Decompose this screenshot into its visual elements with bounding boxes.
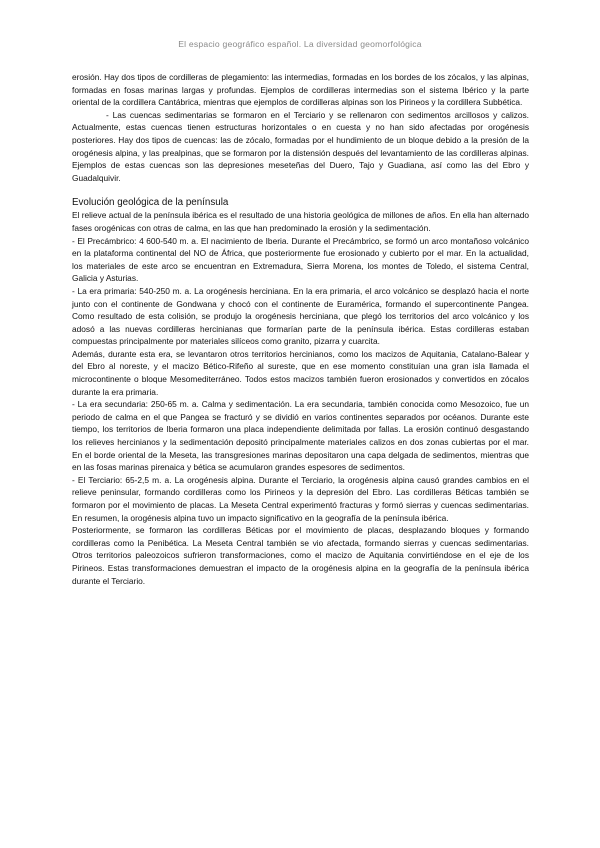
page-content (72, 71, 529, 587)
intro-paragraph-2: - Las cuencas sedimentarias se formaron en el Terciario y se rellenaron con sedimentos arcillosos y calizos. Actualmente, estas cuencas tienen estructuras horizontales o en cuesta y no han sido afectadas por orogénesis posteriores. Hay dos tipos de cuencas: las de zócalo, formadas por el hundimiento de un bloque debido a la presión de la orogénesis alpina, y las prealpinas, que se formaron por la distensión después del levantamiento de las cordilleras alpinas. Ejemplos de estas cuencas son las depresiones meseteñas del Duero, Tajo y Guadiana, así como las del Ebro y Guadalquivir. (72, 109, 529, 183)
section-paragraph-precambrico: - El Precámbrico: 4 600-540 m. a. El nacimiento de Iberia. Durante el Precámbrico, se formó un arco montañoso volcánico en la plataforma continental del NO de África, que posteriormente fue erosionado y cubierto por el mar. En la actualidad, los materiales de este arco se encuentran en Extremadura, Sierra Morena, los montes de Toledo, el sistema Central, Galicia y Asturias. (72, 235, 529, 284)
section-paragraph-terciario: - El Terciario: 65-2,5 m. a. La orogénesis alpina. Durante el Terciario, la orogénesis alpina causó grandes cambios en el relieve peninsular, formando cordilleras como los Pirineos y la depresión del Ebro. Las cordilleras Béticas también se formaron por el movimiento de placas. La Meseta Central experimentó fracturas y formó sierras y cuencas sedimentarias. En resumen, la orogénesis alpina tuvo un impacto significativo en la geografía de la península ibérica. (72, 474, 529, 523)
section-paragraph-1: El relieve actual de la península ibérica es el resultado de una historia geológica de millones de años. En ella han alternado fases orogénicas con otras de calma, en las que han predominado la erosión y la sedimentación. (72, 210, 529, 233)
section-heading: Evolución geológica de la península (72, 197, 229, 209)
running-header: El espacio geográfico español. La diversidad geomorfológica (178, 39, 422, 49)
section-paragraph-era-secundaria: - La era secundaria: 250-65 m. a. Calma y sedimentación. La era secundaria, también conocida como Mesozoico, fue un periodo de calma en el que Pangea se fracturó y se dividió en varios continentes separados por océanos. Durante este tiempo, los territorios de Iberia formaron una placa independiente delimitada por fallas. La erosión continuó desgastando los relieves hercinianos y la sedimentación depositó principalmente materiales calizos en dos zonas cubiertas por el mar. En el borde oriental de la Meseta, las transgresiones marinas depositaron una capa delgada de sedimentos, mientras que en las fosas marinas pirenaica y bética se acumularon grandes espesores de sedimentos. (72, 399, 529, 473)
section-paragraph-posteriormente: Posteriormente, se formaron las cordilleras Béticas por el movimiento de placas, desplazando bloques y formando cordilleras como la Penibética. La Meseta Central también se vio afectada, formando sierras y cuencas sedimentarias. Otros territorios paleozoicos sufrieron transformaciones, como el macizo de Aquitania convirtiéndose en el eje de los Pirineos. Estas transformaciones demuestran el impacto de la orogénesis alpina en la geografía de la península ibérica durante el Terciario. (72, 525, 529, 586)
section-paragraph-ademas: Además, durante esta era, se levantaron otros territorios hercinianos, como los macizos de Aquitania, Catalano-Balear y del Ebro al noreste, y el macizo Bético-Rifeño al sureste, que en ese momento constituían una gran isla llamada el microcontinente o bloque Mesomediterráneo. Todos estos macizos también fueron erosionados y convertidos en zócalos durante la era primaria. (72, 348, 529, 397)
section-paragraph-era-primaria: - La era primaria: 540-250 m. a. La orogénesis herciniana. En la era primaria, el arco volcánico se desplazó hacia el norte junto con el continente de Gondwana y chocó con el continente de Euramérica, formando el supercontinente Pangea. Como resultado de esta colisión, se produjo la orogénesis herciniana, que plegó los territorios del arco volcánico y los adosó a las nuevas cordilleras hercinianas que formarían parte de la península ibérica. Estas cordilleras estaban compuestas principalmente por materiales silíceos como granito, pizarra y cuarcita. (72, 285, 529, 347)
intro-paragraph-1: erosión. Hay dos tipos de cordilleras de plegamiento: las intermedias, formadas en los bordes de los zócalos, y las alpinas, formadas en fosas marinas largas y profundas. Ejemplos de cordilleras intermedias son el sistema Ibérico y la parte oriental de la cordillera Cantábrica, mientras que ejemplos de cordilleras alpinas son los Pirineos y la cordillera Subbética. (72, 72, 529, 108)
